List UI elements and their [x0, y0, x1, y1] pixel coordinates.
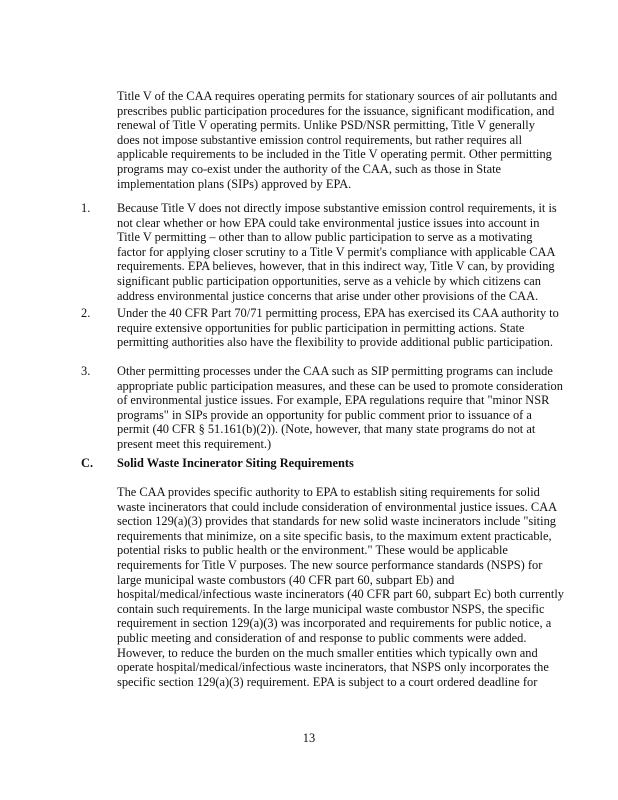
section-heading: Solid Waste Incinerator Siting Requirements [117, 456, 354, 470]
text-line: Title V of the CAA requires operating permits for stationary sources of air pollutants and [117, 89, 558, 103]
text-line: However, to reduce the burden on the much smaller entities which typically own and [117, 645, 538, 660]
page-number: 13 [302, 731, 316, 745]
text-line: permit (40 CFR § 51.161(b)(2)). (Note, however, that many state programs do not at [117, 422, 536, 437]
text-line: require extensive opportunities for public participation in permitting actions. State [117, 320, 525, 335]
text-line: specific section 129(a)(3) requirement. EPA is subject to a court ordered deadline for [117, 674, 538, 689]
text-line: potential risks to public health or the environment." These would be applicable [117, 543, 508, 558]
text-line: Because Title V does not directly impose substantive emission control requirements, it is [117, 201, 557, 215]
text-line: large municipal waste combustors (40 CFR part 60, subpart Eb) and [117, 572, 455, 587]
text-line: renewal of Title V operating permits. Unlike PSD/NSR permitting, Title V generally [117, 118, 535, 133]
intro-paragraph [117, 89, 557, 191]
text-line: implementation plans (SIPs) approved by EPA. [117, 176, 352, 191]
text-line: Other permitting processes under the CAA such as SIP permitting programs can include [117, 364, 553, 378]
list-item-1 [117, 201, 557, 303]
text-line: significant public participation opportunities, serve as a vehicle by which citizens can [117, 273, 541, 288]
text-line: Under the 40 CFR Part 70/71 permitting process, EPA has exercised its CAA authority to [117, 306, 559, 320]
text-line: requirements for Title V purposes. The new source performance standards (NSPS) for [117, 557, 543, 572]
text-line: requirement in section 129(a)(3) was incorporated and requirements for public notice, a [117, 616, 552, 631]
text-line: appropriate public participation measures, and these can be used to promote consideration [117, 378, 563, 393]
text-line: factor for applying closer scrutiny to a Title V permit's compliance with applicable CAA [117, 244, 556, 259]
item-number: 2. [81, 306, 91, 320]
item-number: 3. [81, 364, 91, 378]
text-line: present meet this requirement.) [117, 436, 272, 451]
text-line: does not impose substantive emission control requirements, but rather requires all [117, 132, 523, 147]
text-line: Title V permitting – other than to allow public participation to serve as a motivating [117, 230, 533, 245]
text-line: of environmental justice issues. For example, EPA regulations require that "minor NSR [117, 393, 550, 408]
text-line: requirements that minimize, on a site specific basis, to the maximum extent practicable, [117, 528, 552, 543]
text-line: hospital/medical/infectious waste incinerators (40 CFR part 60, subpart Ec) both currently [117, 587, 564, 602]
text-line: The CAA provides specific authority to EPA to establish siting requirements for solid [117, 485, 540, 499]
text-line: programs" in SIPs provide an opportunity for public comment prior to issuance of a [117, 407, 532, 422]
text-line: not clear whether or how EPA could take environmental justice issues into account in [117, 215, 540, 230]
text-line: waste incinerators that could include consideration of environmental justice issues. CAA [117, 499, 558, 514]
text-line: prescribes public participation procedures for the issuance, significant modification, and [117, 103, 555, 118]
text-line: permitting authorities also have the flexibility to provide additional public participation. [117, 335, 553, 350]
section-c-paragraph [117, 485, 564, 689]
text-line: address environmental justice concerns that arise under other provisions of the CAA. [117, 288, 539, 303]
text-line: operate hospital/medical/infectious waste incinerators, that NSPS only incorporates the [117, 660, 549, 675]
list-item-3 [117, 364, 563, 452]
list-item-2 [117, 306, 557, 350]
text-line: programs may co-exist under the authority of the CAA, such as those in State [117, 161, 502, 176]
text-line: requirements. EPA believes, however, that in this indirect way, Title V can, by providing [117, 259, 555, 274]
text-line: section 129(a)(3) provides that standards for new solid waste incinerators include "siting [117, 514, 556, 529]
text-line: public meeting and consideration of and response to public comments were added. [117, 630, 527, 645]
text-line: applicable requirements to be included in the Title V operating permit. Other permitting [117, 147, 552, 162]
item-number: 1. [81, 201, 91, 215]
text-line: contain such requirements. In the large municipal waste combustor NSPS, the specific [117, 601, 545, 616]
section-letter: C. [81, 456, 94, 470]
